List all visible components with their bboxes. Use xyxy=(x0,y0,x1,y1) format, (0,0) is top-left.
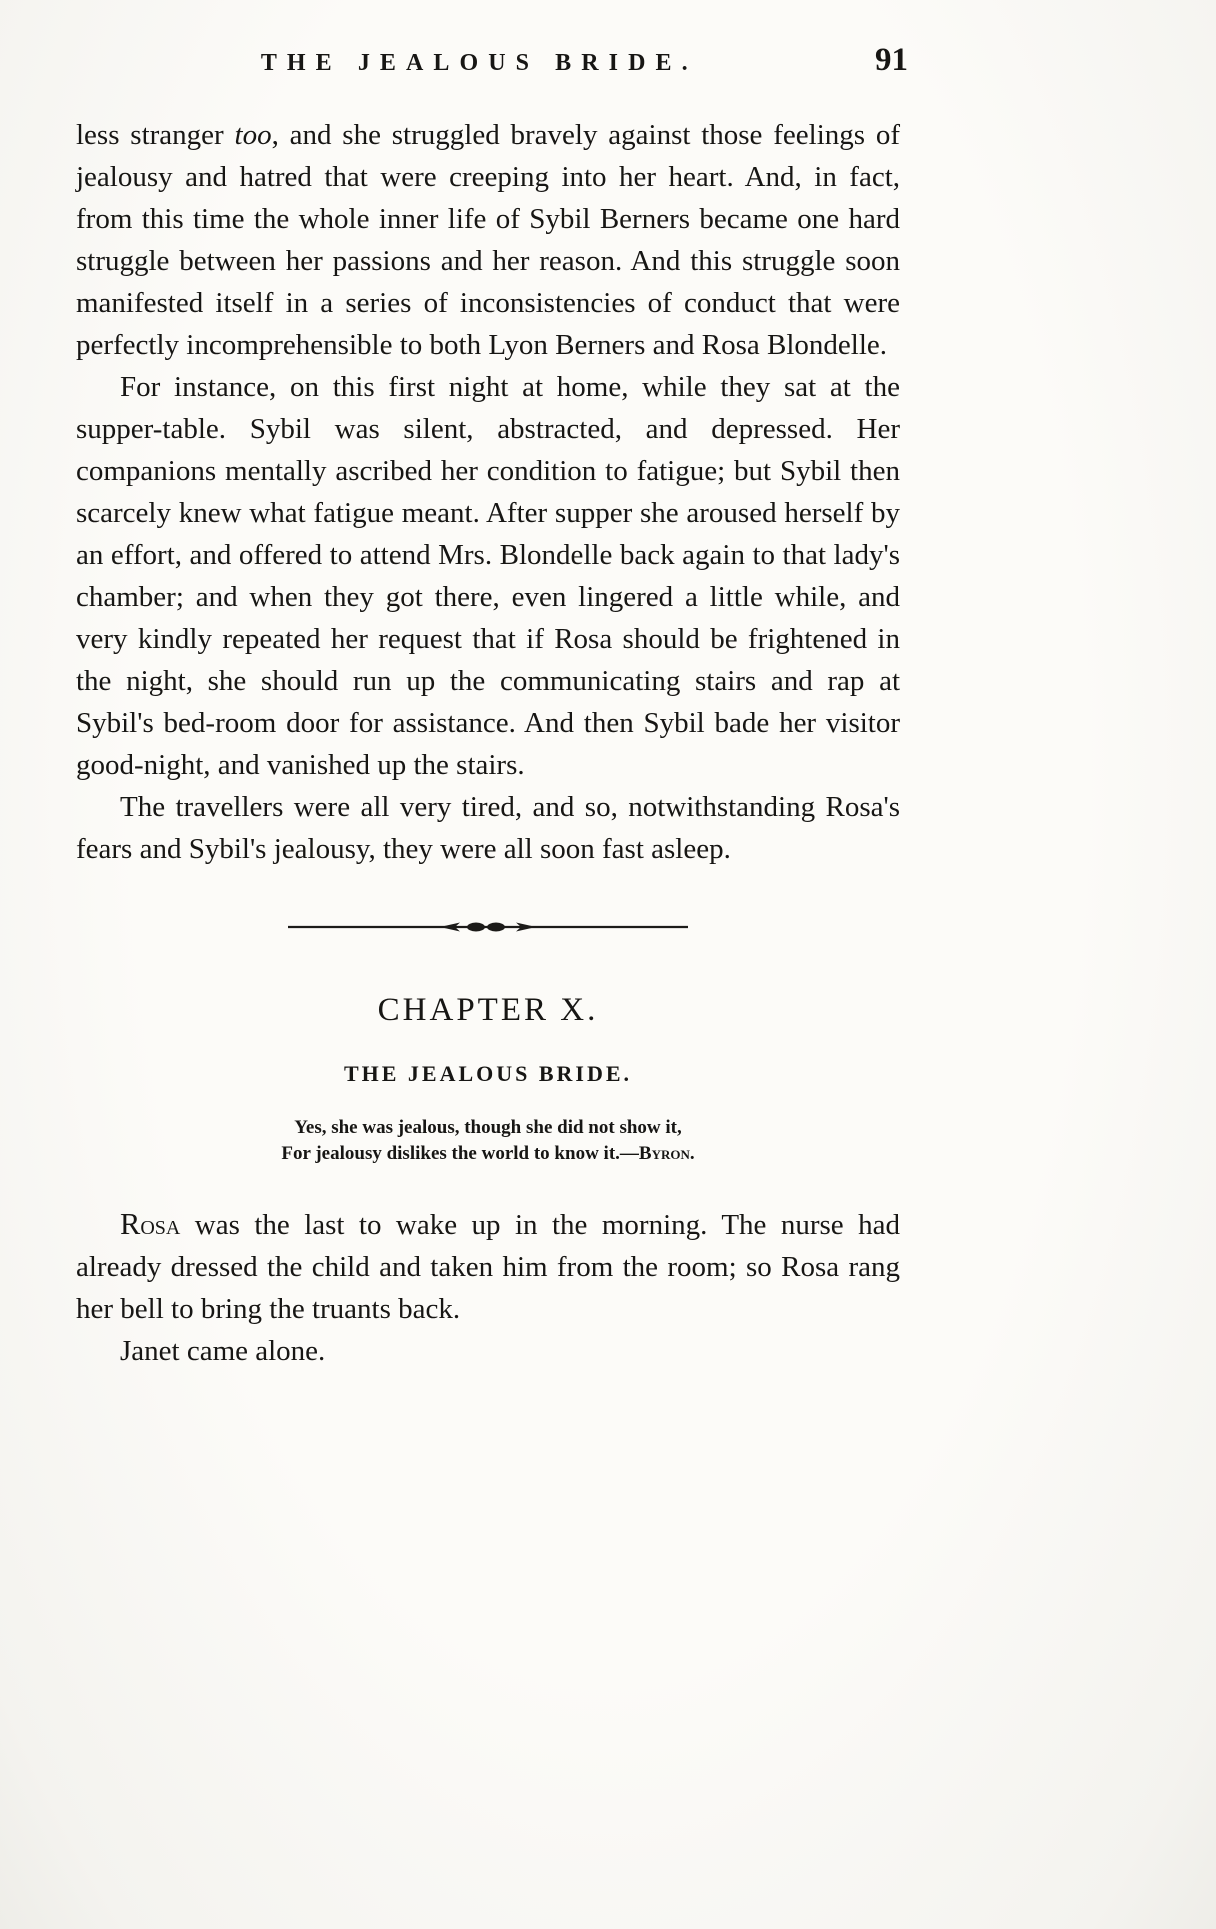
text-segment: was the last to wake up in the morning. The nurse had already dressed the child and taken him from the room; so Rosa rang her bell to bring the truants back. xyxy=(76,1209,900,1325)
text-column xyxy=(76,42,908,1372)
epigraph-attribution: Byron xyxy=(638,1143,690,1164)
lead-initial: R xyxy=(120,1207,141,1241)
lead-smallcaps: osa xyxy=(140,1209,181,1241)
page-number: 91 xyxy=(875,42,908,78)
arrow-dots-ornament-icon xyxy=(288,918,688,936)
text-segment: , and she struggled bravely against those feelings of jealousy and hatred that were creeping into her heart. And, in fact, from this time the whole inner life of Sybil Berners became one hard struggle between her passions and her reason. And this struggle soon manifested itself in a series of inconsistencies of conduct that were perfectly incomprehensible to both Lyon Berners and Rosa Blondelle. xyxy=(76,119,900,361)
page-header xyxy=(76,42,908,90)
body-paragraph-4 xyxy=(76,1203,900,1330)
section-divider xyxy=(288,918,688,936)
chapter-epigraph xyxy=(76,1115,900,1167)
running-header-title: THE JEALOUS BRIDE. xyxy=(260,50,698,76)
body-paragraph-2: For instance, on this first night at home, while they sat at the supper-table. Sybil was silent, abstracted, and depressed. Her companions mentally ascribed her condition to fatigue; but Sybil then scarcely knew what fatigue meant. After supper she aroused herself by an effort, and offered to attend Mrs. Blondelle back again to that lady's chamber; and when they got there, even lingered a little while, and very kindly repeated her request that if Rosa should be frightened in the night, she should run up the communicating stairs and rap at Sybil's bed-room door for assistance. And then Sybil bade her visitor good-night, and vanished up the stairs. xyxy=(76,371,900,781)
body-paragraph-1 xyxy=(76,114,900,366)
epigraph-line-1: Yes, she was jealous, though she did not show it, xyxy=(294,1117,682,1138)
epigraph-line-2 xyxy=(76,1141,900,1167)
text-segment: less stranger xyxy=(76,119,235,151)
text-segment: . xyxy=(689,1143,695,1164)
body-paragraph-5: Janet came alone. xyxy=(120,1335,326,1367)
italic-text-segment: too xyxy=(234,119,272,151)
text-segment: For jealousy dislikes the world to know it.— xyxy=(281,1143,639,1164)
chapter-subheading: THE JEALOUS BRIDE. xyxy=(343,1061,633,1086)
chapter-heading: CHAPTER X. xyxy=(377,992,599,1028)
body-paragraph-3: The travellers were all very tired, and so, notwithstanding Rosa's fears and Sybil's jealousy, they were all soon fast asleep. xyxy=(76,791,900,865)
